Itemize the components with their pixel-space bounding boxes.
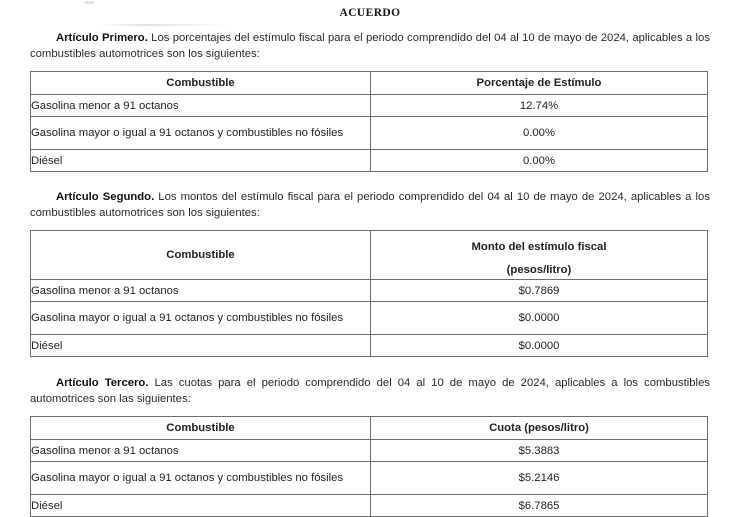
column-header-value (371, 231, 708, 280)
cell-fuel-name: Diésel (31, 150, 371, 172)
column-header-value-line2: (pesos/litro) (506, 263, 572, 276)
cell-fuel-value: 12.74% (371, 95, 708, 117)
cell-fuel-name: Gasolina menor a 91 octanos (31, 280, 371, 302)
cell-fuel-value: $0.0000 (371, 335, 708, 357)
cell-fuel-value: $5.3883 (371, 440, 708, 462)
column-header-value: Cuota (pesos/litro) (371, 417, 708, 440)
article-body-tercero: Las cuotas para el periodo comprendido del 04 al 10 de mayo de 2024, aplicables a los combustibles automotrices son las siguientes: (30, 377, 711, 405)
table-header-row (31, 72, 708, 95)
cell-fuel-value: 0.00% (371, 117, 708, 150)
article-paragraph-primero (30, 31, 710, 62)
table-wrapper-tercero (30, 416, 710, 517)
cell-fuel-name: Gasolina menor a 91 octanos (31, 95, 371, 117)
column-header-fuel: Combustible (31, 231, 371, 280)
table-row (31, 462, 708, 495)
cell-fuel-value: 0.00% (371, 150, 708, 172)
cell-fuel-name: Diésel (31, 335, 371, 357)
table-row (31, 95, 708, 117)
article-paragraph-tercero (30, 376, 710, 407)
column-header-fuel: Combustible (31, 417, 371, 440)
table-row (31, 280, 708, 302)
article-lead-tercero: Artículo Tercero. (56, 377, 149, 389)
article-body-segundo: Los montos del estímulo fiscal para el periodo comprendido del 04 al 10 de mayo de 2024, aplicables a los combustibles automotrices son los siguientes: (30, 191, 710, 219)
cell-fuel-value: $0.7869 (371, 280, 708, 302)
cell-fuel-value: $0.0000 (371, 302, 708, 335)
article-paragraph-segundo (30, 190, 710, 221)
table-row (31, 495, 708, 517)
scan-artifact-speck (85, 1, 94, 4)
article-body-primero: Los porcentajes del estímulo fiscal para el periodo comprendido del 04 al 10 de mayo de 2024, aplicables a los combustibles automotrices son los siguientes: (30, 32, 710, 60)
column-header-fuel: Combustible (31, 72, 371, 95)
fuel-stimulus-amount-table (30, 230, 708, 357)
cell-fuel-value: $6.7865 (371, 495, 708, 517)
spacer (30, 172, 710, 190)
table-row (31, 150, 708, 172)
article-lead-segundo: Artículo Segundo. (56, 191, 155, 203)
article-lead-primero: Artículo Primero. (56, 32, 148, 44)
cell-fuel-name: Gasolina menor a 91 octanos (31, 440, 371, 462)
spacer (30, 357, 710, 376)
cell-fuel-name: Gasolina mayor o igual a 91 octanos y combustibles no fósiles (31, 302, 371, 335)
cell-fuel-name: Diésel (31, 495, 371, 517)
cell-fuel-name: Gasolina mayor o igual a 91 octanos y combustibles no fósiles (31, 462, 371, 495)
column-header-value: Porcentaje de Estímulo (371, 72, 708, 95)
scan-artifact-smudge (100, 24, 230, 26)
table-row (31, 302, 708, 335)
table-header-row (31, 417, 708, 440)
column-header-value-line1: Monto del estímulo fiscal (471, 240, 607, 253)
table-row (31, 117, 708, 150)
cell-fuel-value: $5.2146 (371, 462, 708, 495)
fuel-quota-table (30, 416, 708, 517)
table-row (31, 335, 708, 357)
table-wrapper-segundo (30, 230, 710, 357)
fuel-stimulus-percentage-table (30, 71, 708, 172)
cell-fuel-name: Gasolina mayor o igual a 91 octanos y combustibles no fósiles (31, 117, 371, 150)
table-wrapper-primero (30, 71, 710, 172)
table-header-row (31, 231, 708, 280)
page-title: ACUERDO (339, 7, 401, 19)
table-row (31, 440, 708, 462)
